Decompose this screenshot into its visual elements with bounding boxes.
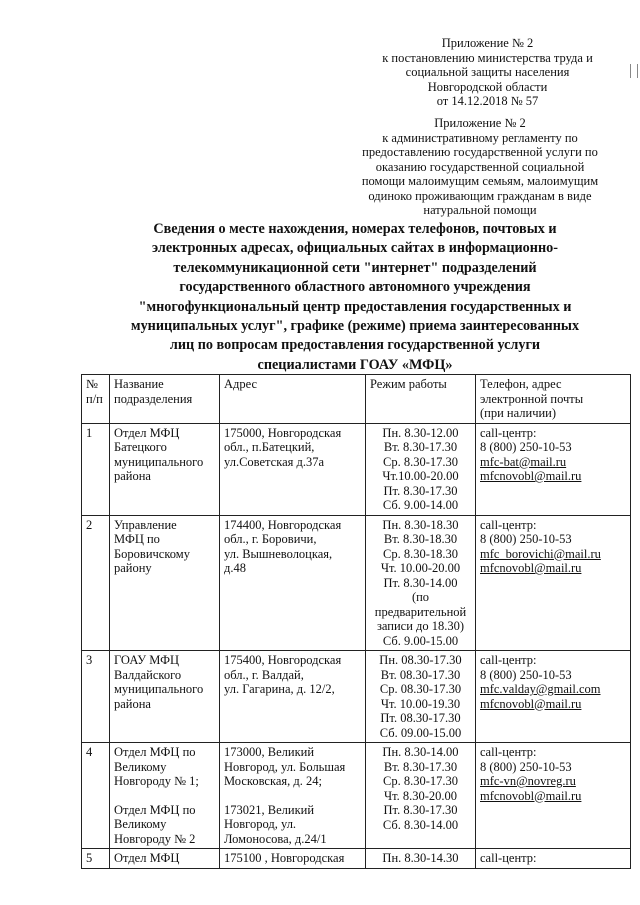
appendix-1-line: Новгородской области	[427, 79, 548, 94]
subdivision-name	[110, 651, 220, 743]
subdivision-address-line: 174400, Новгородская	[224, 517, 342, 532]
working-hours-line: предварительной	[374, 604, 467, 619]
subdivisions-table	[81, 374, 631, 869]
subdivision-name	[110, 515, 220, 651]
title-line: муниципальных услуг", графике (режиме) приема заинтересованных	[130, 318, 580, 335]
subdivision-name-line: муниципального	[114, 682, 204, 696]
contact-line: call-центр:	[480, 851, 537, 865]
subdivision-address-line: Новгород, ул. Большая	[224, 759, 346, 774]
header-line: подразделения	[114, 391, 193, 406]
subdivision-address-line: 175100 , Новгородская	[224, 851, 345, 865]
subdivision-address	[220, 743, 366, 849]
header-line: (при наличии)	[480, 406, 557, 420]
header-schedule	[366, 375, 476, 424]
email-link[interactable]: mfcnovobl@mail.ru	[480, 788, 582, 803]
row-number: 1	[82, 423, 110, 515]
working-hours-line: Пн. 8.30-14.00	[382, 745, 459, 759]
title-line: Сведения о месте нахождения, номерах телефонов, почтовых и	[153, 221, 557, 237]
contacts	[476, 651, 631, 743]
row-number: 3	[82, 651, 110, 743]
header-line: №	[86, 377, 98, 391]
working-hours-line: Чт. 10.00-19.30	[380, 696, 461, 711]
appendix-2-line: предоставлению государственной услуги по	[362, 145, 598, 159]
title-line: специалистами ГОАУ «МФЦ»	[257, 356, 453, 373]
working-hours-line: Вт. 8.30-18.30	[383, 532, 458, 546]
subdivision-name-line: Отдел МФЦ	[114, 851, 180, 865]
subdivision-address-line: Ломоносова, д.24/1	[224, 831, 327, 846]
header-address	[220, 375, 366, 424]
subdivision-address-line: 175400, Новгородская	[224, 653, 342, 667]
subdivision-address-line: ул. Гагарина, д. 12/2,	[224, 682, 335, 696]
subdivision-name-line: Батецкого	[114, 440, 167, 454]
working-hours	[366, 849, 476, 869]
title-line: "многофункциональный центр предоставления государственных и	[138, 298, 572, 315]
appendix-1-line: социальной защиты населения	[405, 65, 570, 79]
subdivision-address-line: ул. Вышневолоцкая,	[224, 546, 333, 561]
working-hours-line: Ср. 8.30-18.30	[383, 546, 458, 561]
subdivision-name-line	[114, 789, 215, 803]
appendix-1-line: к постановлению министерства труда и	[382, 50, 593, 65]
document-title	[110, 220, 600, 375]
subdivision-name-line: Великому	[114, 759, 167, 774]
subdivision-name-line: Боровичскому	[114, 546, 190, 561]
subdivision-name-line: МФЦ по	[114, 532, 160, 546]
working-hours-line: Пн. 8.30-14.30	[382, 851, 459, 865]
working-hours-line: Ср. 8.30-17.30	[383, 774, 458, 788]
title-line: государственного областного автономного учреждения	[179, 279, 531, 296]
working-hours	[366, 515, 476, 651]
subdivision-address-line: 173000, Великий	[224, 745, 315, 759]
table-row	[82, 423, 631, 515]
working-hours-line: записи до 18.30)	[376, 619, 465, 633]
contact-line: 8 (800) 250-10-53	[480, 667, 572, 682]
subdivision-name-line: Отдел МФЦ по	[114, 745, 196, 759]
subdivision-name-line: ГОАУ МФЦ	[114, 653, 180, 667]
subdivision-address-line: д.48	[224, 561, 246, 575]
contact-line: call-центр:	[480, 425, 537, 440]
working-hours-line: Сб. 8.30-14.00	[382, 817, 459, 832]
appendix-2-line: натуральной помощи	[423, 203, 537, 217]
header-line: электронной почты	[480, 391, 584, 406]
subdivision-name-line: района	[114, 696, 151, 711]
working-hours-line: Пт. 8.30-17.30	[383, 803, 458, 817]
email-link[interactable]: mfcnovobl@mail.ru	[480, 469, 582, 483]
contact-line: call-центр:	[480, 653, 537, 667]
email-link[interactable]: mfc.valday@gmail.com	[480, 682, 601, 696]
subdivision-address-line: обл., г. Валдай,	[224, 667, 304, 682]
contact-line: 8 (800) 250-10-53	[480, 532, 572, 546]
subdivision-address-line: 175000, Новгородская	[224, 425, 342, 440]
subdivision-name-line: району	[114, 561, 152, 575]
working-hours-line: Сб. 9.00-14.00	[382, 498, 459, 512]
appendix-2-line: оказанию государственной социальной	[375, 159, 585, 174]
appendix-heading-2	[340, 116, 620, 218]
table-header-row	[82, 375, 631, 424]
title-line: лиц по вопросам предоставления государственной услуги	[169, 337, 541, 354]
subdivision-address-line: ул.Советская д.37а	[224, 454, 325, 469]
appendix-1-line: Приложение № 2	[441, 36, 534, 50]
header-line: п/п	[86, 391, 103, 406]
working-hours	[366, 743, 476, 849]
working-hours-line: (по	[411, 590, 430, 604]
email-link[interactable]: mfcnovobl@mail.ru	[480, 696, 582, 711]
working-hours-line: Пт. 8.30-17.30	[383, 483, 458, 498]
subdivision-address-line: обл., п.Батецкий,	[224, 440, 315, 454]
contacts	[476, 743, 631, 849]
contact-line: call-центр:	[480, 745, 537, 759]
email-link[interactable]: mfcnovobl@mail.ru	[480, 561, 582, 575]
appendix-1-line: от 14.12.2018 № 57	[436, 94, 539, 108]
email-link[interactable]: mfc-vn@novreg.ru	[480, 774, 576, 788]
subdivision-address	[220, 423, 366, 515]
subdivision-name-line: Валдайского	[114, 667, 182, 682]
subdivision-name	[110, 743, 220, 849]
row-number: 5	[82, 849, 110, 869]
working-hours	[366, 651, 476, 743]
working-hours-line: Сб. 9.00-15.00	[382, 633, 459, 648]
subdivision-name-line: Великому	[114, 817, 167, 831]
scan-artifact	[630, 64, 638, 78]
subdivision-name-line: Новгороду № 2	[114, 831, 196, 846]
row-number: 2	[82, 515, 110, 651]
header-name	[110, 375, 220, 424]
working-hours-line: Чт. 8.30-20.00	[383, 788, 458, 803]
contacts	[476, 849, 631, 869]
contacts	[476, 515, 631, 651]
header-line: Адрес	[224, 377, 258, 391]
title-line: телекоммуникационной сети "интернет" подразделений	[173, 259, 537, 276]
working-hours-line: Пн. 08.30-17.30	[379, 653, 462, 667]
working-hours-line: Ср. 08.30-17.30	[379, 682, 462, 696]
row-number: 4	[82, 743, 110, 849]
appendix-2-line: помощи малоимущим семьям, малоимущим	[361, 174, 599, 188]
title-line: электронных адресах, официальных сайтах в информационно-	[152, 240, 558, 257]
contact-line: 8 (800) 250-10-53	[480, 440, 572, 454]
subdivision-address-line: обл., г. Боровичи,	[224, 532, 317, 546]
subdivision-address-line: 173021, Великий	[224, 802, 315, 817]
working-hours-line: Вт. 08.30-17.30	[380, 667, 461, 682]
contact-line: call-центр:	[480, 517, 537, 532]
header-line: Телефон, адрес	[480, 377, 562, 391]
subdivision-name-line: района	[114, 469, 151, 483]
subdivision-address-line: Новгород, ул.	[224, 817, 297, 831]
subdivision-name-line: муниципального	[114, 454, 204, 469]
subdivision-name-line: Управление	[114, 517, 177, 532]
header-line: Режим работы	[370, 377, 447, 391]
working-hours-line: Пн. 8.30-12.00	[382, 425, 459, 440]
table-row	[82, 743, 631, 849]
working-hours-line: Сб. 09.00-15.00	[379, 725, 462, 740]
appendix-2-line: одиноко проживающим гражданам в виде	[368, 188, 592, 203]
working-hours-line: Пт. 08.30-17.30	[380, 711, 461, 725]
appendix-heading-1	[355, 36, 620, 109]
working-hours	[366, 423, 476, 515]
appendix-2-line: к административному регламенту по	[382, 130, 578, 145]
working-hours-line: Ср. 8.30-17.30	[383, 454, 458, 469]
header-no	[82, 375, 110, 424]
appendix-2-line: Приложение № 2	[434, 116, 526, 130]
email-link[interactable]: mfc_borovichi@mail.ru	[480, 546, 601, 561]
subdivision-name-line: Отдел МФЦ по	[114, 802, 196, 817]
subdivision-name-line: Новгороду № 1;	[114, 774, 199, 788]
subdivision-name-line: Отдел МФЦ	[114, 425, 180, 440]
working-hours-line: Чт. 10.00-20.00	[380, 561, 461, 575]
working-hours-line: Вт. 8.30-17.30	[383, 440, 458, 454]
email-link[interactable]: mfc-bat@mail.ru	[480, 454, 567, 469]
working-hours-line: Пн. 8.30-18.30	[382, 517, 459, 532]
subdivision-address	[220, 651, 366, 743]
table-row	[82, 651, 631, 743]
working-hours-line: Чт.10.00-20.00	[382, 469, 459, 483]
table-row	[82, 515, 631, 651]
contact-line: 8 (800) 250-10-53	[480, 759, 572, 774]
subdivision-address	[220, 515, 366, 651]
header-line: Название	[114, 377, 164, 391]
header-contacts	[476, 375, 631, 424]
working-hours-line: Вт. 8.30-17.30	[383, 759, 458, 774]
subdivision-address	[220, 849, 366, 869]
subdivision-name	[110, 423, 220, 515]
subdivision-address-line	[224, 789, 361, 803]
subdivision-name	[110, 849, 220, 869]
subdivision-address-line: Московская, д. 24;	[224, 774, 322, 788]
table-row	[82, 849, 631, 869]
working-hours-line: Пт. 8.30-14.00	[383, 575, 458, 590]
contacts	[476, 423, 631, 515]
